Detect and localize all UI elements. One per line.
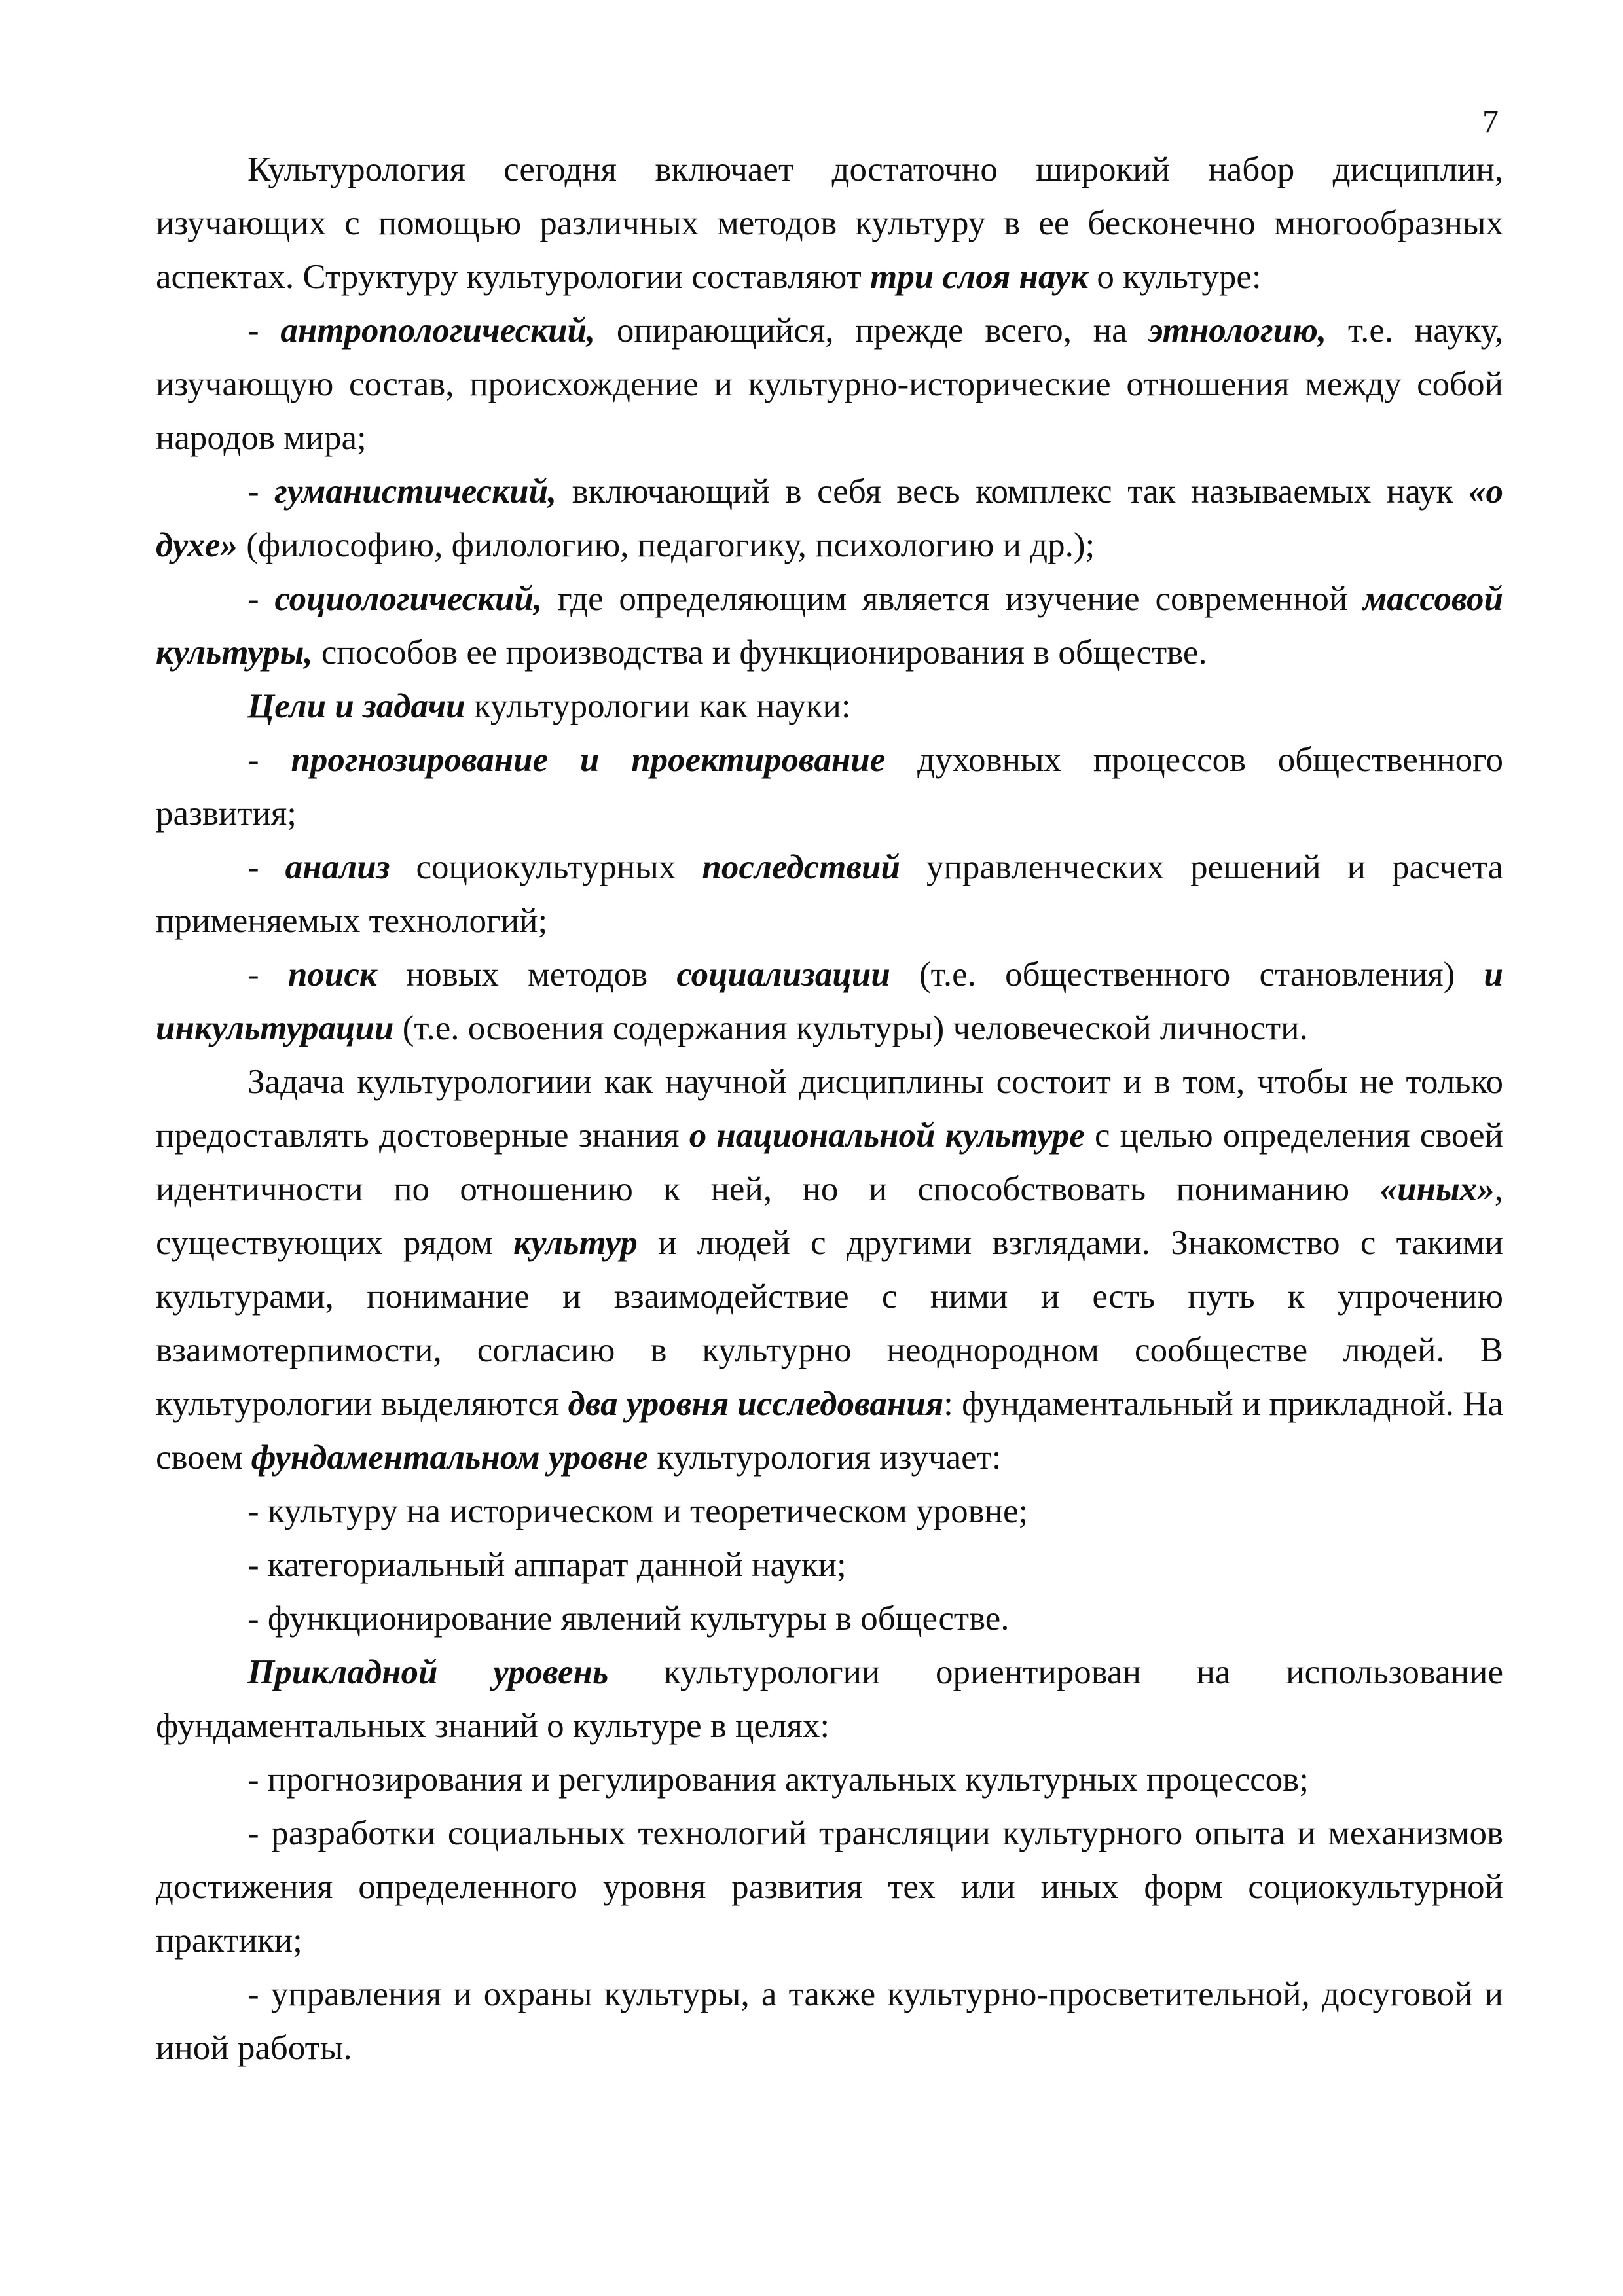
text-run: : фундаментальный и прикладной. На своем (156, 1385, 1503, 1477)
text-run: Задача культурологиии как научной дисциплины состоит и в том, чтобы не только предоставлять достоверные знания (156, 1063, 1503, 1155)
emphasized-term: прогнозирование и проектирование (291, 741, 886, 779)
text-run: - (247, 312, 281, 350)
emphasized-term: социализации (676, 956, 890, 994)
text-run: о культуре: (1088, 258, 1262, 296)
text-run: , существующих рядом (156, 1170, 1503, 1262)
emphasized-term: «иных» (1379, 1170, 1495, 1208)
text-run: опирающийся, прежде всего, на (595, 312, 1149, 350)
text-run: - функционирование явлений культуры в обществе. (247, 1600, 1010, 1638)
emphasized-term: культур (513, 1224, 638, 1262)
text-run: духовных процессов общественного развития; (156, 741, 1503, 833)
paragraph (156, 679, 1503, 733)
paragraph (156, 948, 1503, 1055)
text-run: (т.е. общественного становления) (890, 956, 1484, 994)
emphasized-term: «о духе» (156, 473, 1503, 564)
emphasized-term: три слоя наук (870, 258, 1089, 296)
paragraph (156, 1753, 1503, 1806)
paragraph (156, 733, 1503, 840)
emphasized-term: Цели и задачи (247, 687, 465, 725)
emphasized-term: поиск (287, 956, 377, 994)
text-run: - культуру на историческом и теоретическом уровне; (247, 1492, 1029, 1530)
paragraph (156, 143, 1503, 304)
text-run: - (247, 580, 275, 618)
emphasized-term: о национальной культуре (689, 1117, 1085, 1155)
text-run: - (247, 848, 285, 886)
text-run: где определяющим является изучение современной (542, 580, 1363, 618)
text-run: т.е. науку, изучающую состав, происхождение и культурно-исторические отношения между собой народов мира; (156, 312, 1503, 457)
text-run: управленческих решений и расчета применяемых технологий; (156, 848, 1503, 940)
emphasized-term: антропологический, (280, 312, 596, 350)
page-body (156, 143, 1503, 2075)
text-run: культурологии как науки: (465, 687, 851, 725)
text-run: - категориальный аппарат данной науки; (247, 1546, 847, 1584)
text-run: включающий в себя весь комплекс так называемых наук (556, 473, 1468, 511)
paragraph (156, 1538, 1503, 1592)
paragraph (156, 1592, 1503, 1645)
text-run: (т.е. освоения содержания культуры) человеческой личности. (393, 1009, 1308, 1047)
text-run: - (247, 741, 291, 779)
emphasized-term: фундаментальном уровне (251, 1439, 649, 1477)
paragraph (156, 1806, 1503, 1967)
paragraph (156, 1645, 1503, 1753)
emphasized-term: два уровня исследования (568, 1385, 944, 1423)
text-run: способов ее производства и функционирования в обществе. (312, 634, 1207, 672)
text-run: - разработки социальных технологий трансляции культурного опыта и механизмов достижения определенного уровня развития тех или иных форм социокультурной практики; (156, 1814, 1503, 1960)
paragraph (156, 840, 1503, 948)
text-run: с целью определения своей идентичности по отношению к ней, но и способствовать пониманию (156, 1117, 1504, 1208)
text-run: (философию, филологию, педагогику, психологию и др.); (237, 526, 1095, 564)
emphasized-term: и инкультурации (156, 956, 1503, 1047)
text-run: - управления и охраны культуры, а также культурно-просветительной, досуговой и иной работы. (156, 1975, 1503, 2067)
page-number: 7 (1482, 103, 1499, 139)
emphasized-term: последствий (702, 848, 900, 886)
text-run: - прогнозирования и регулирования актуальных культурных процессов; (247, 1761, 1309, 1799)
text-run: культурологии ориентирован на использование фундаментальных знаний о культуре в целях: (156, 1653, 1503, 1745)
paragraph (156, 465, 1503, 572)
emphasized-term: гуманистический, (274, 473, 557, 511)
text-run: и людей с другими взглядами. Знакомство с такими культурами, понимание и взаимодействие с ними и есть путь к упрочению взаимотерпимости, согласию в культурно неоднородном сообществе людей. В культурологии выделяются (156, 1224, 1503, 1423)
text-run: новых методов (376, 956, 677, 994)
paragraph (156, 1967, 1503, 2075)
emphasized-term: Прикладной уровень (247, 1653, 609, 1691)
paragraph (156, 1055, 1503, 1484)
emphasized-term: этнологию, (1148, 312, 1327, 350)
text-run: культурология изучает: (648, 1439, 1002, 1477)
paragraph (156, 572, 1503, 679)
emphasized-term: анализ (285, 848, 390, 886)
text-run: - (247, 473, 275, 511)
paragraph (156, 304, 1503, 465)
text-run: - (247, 956, 288, 994)
emphasized-term: социологический, (274, 580, 543, 618)
text-run: социокультурных (390, 848, 702, 886)
text-run: Культурология сегодня включает достаточно широкий набор дисциплин, изучающих с помощью различных методов культуру в ее бесконечно многообразных аспектах. Структуру культурологии составляют (156, 151, 1503, 296)
emphasized-term: массовой культуры, (156, 580, 1503, 672)
paragraph (156, 1484, 1503, 1538)
